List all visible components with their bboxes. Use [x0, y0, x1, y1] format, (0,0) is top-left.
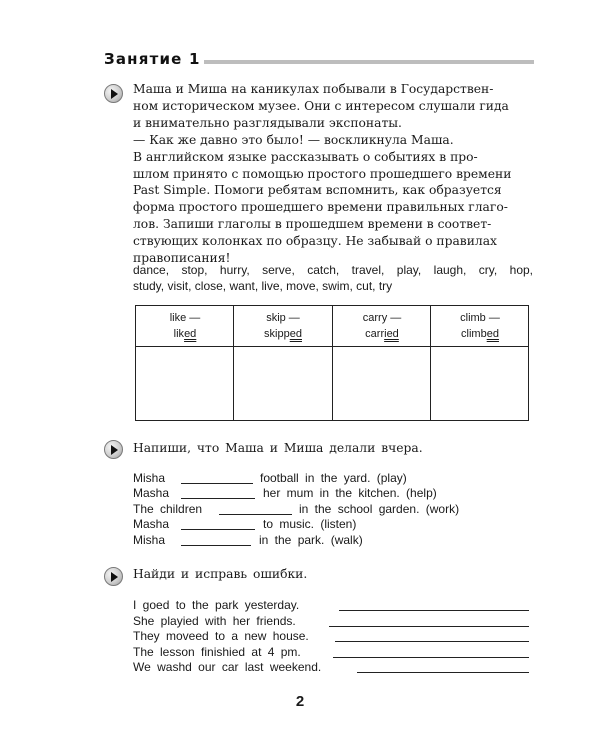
task1-line: Past Simple. Помоги ребятам вспомнить, как образуется: [133, 183, 502, 198]
past-form: skipped: [264, 328, 302, 340]
task1-line: лов. Запиши глаголы в прошедшем времени в соответ-: [133, 217, 492, 232]
sentence-rest: football in the yard. (play): [260, 471, 407, 485]
task1-line: форма простого прошедшего времени правильных глаго-: [133, 200, 508, 215]
task1-line: и внимательно разглядывали экспонаты.: [133, 115, 402, 130]
past-form: liked: [173, 328, 197, 340]
task3-sentences: [133, 598, 533, 676]
page-number: 2: [295, 693, 305, 710]
answer-blank[interactable]: [339, 610, 529, 611]
task1-line: ствующих колонках по образцу. Не забывай о правилах: [133, 234, 497, 249]
lesson-header: [104, 50, 534, 72]
table-header-carry: [333, 310, 431, 342]
past-form: climbed: [461, 328, 499, 340]
task1-line: — Как же давно это было! — воскликнула Маша.: [133, 132, 454, 147]
verb-list: [133, 262, 533, 294]
fill-in-row: [133, 471, 533, 486]
answer-blank[interactable]: [181, 529, 255, 530]
table-header-like: [136, 310, 234, 342]
fill-in-row: [133, 533, 533, 548]
answer-blank[interactable]: [181, 483, 253, 484]
table-header-skip: [234, 310, 332, 342]
subject: Masha: [133, 517, 170, 532]
task1-instructions: [133, 81, 533, 267]
incorrect-sentence: I goed to the park yesterday.: [133, 598, 300, 612]
answer-blank[interactable]: [329, 626, 529, 627]
subject: Masha: [133, 486, 170, 501]
task2-sentences: [133, 471, 533, 548]
task1-line: шлом принято с помощью простого прошедшего времени: [133, 166, 512, 181]
subject: Misha: [133, 471, 166, 485]
sentence-rest: in the school garden. (work): [299, 501, 460, 516]
task2-title: Напиши, что Маша и Миша делали вчера.: [133, 441, 423, 455]
incorrect-sentence: They moveed to a new house.: [133, 629, 309, 644]
base-verb: skip —: [266, 312, 300, 324]
task1-line: правописания!: [133, 251, 231, 266]
table-header-climb: [431, 310, 529, 342]
fill-in-row: [133, 517, 533, 532]
subject: The children: [133, 501, 203, 516]
correction-row: [133, 598, 533, 614]
task3-title: Найди и исправь ошибки.: [133, 567, 308, 581]
subject: Misha: [133, 532, 166, 547]
incorrect-sentence: The lesson finishied at 4 pm.: [133, 644, 301, 659]
verb-table: [135, 305, 529, 421]
header-rule: [204, 60, 534, 64]
incorrect-sentence: She playied with her friends.: [133, 613, 296, 628]
answer-blank[interactable]: [333, 657, 529, 658]
fill-in-row: [133, 486, 533, 501]
correction-row: [133, 614, 533, 630]
task1-line: Маша и Миша на каникулах побывали в Государствен-: [133, 82, 494, 96]
sentence-rest: to music. (listen): [263, 517, 357, 532]
lesson-title: Занятие 1: [104, 50, 201, 68]
correction-row: [133, 629, 533, 645]
answer-blank[interactable]: [219, 514, 292, 515]
past-form: carried: [365, 328, 399, 340]
task-bullet-icon: [104, 84, 123, 103]
base-verb: like —: [169, 312, 201, 324]
fill-in-row: [133, 502, 533, 517]
base-verb: carry —: [362, 312, 402, 324]
verb-list-line: dance, stop, hurry, serve, catch, travel, play, laugh, cry, hop,: [133, 263, 533, 277]
answer-blank[interactable]: [335, 641, 529, 642]
task1-line: ном историческом музее. Они с интересом слушали гида: [133, 98, 509, 113]
sentence-rest: in the park. (walk): [259, 532, 363, 547]
sentence-rest: her mum in the kitchen. (help): [263, 486, 437, 501]
task1-line: В английском языке рассказывать о событиях в про-: [133, 149, 478, 164]
answer-blank[interactable]: [357, 672, 529, 673]
verb-list-line: study, visit, close, want, live, move, swim, cut, try: [133, 279, 393, 293]
incorrect-sentence: We washd our car last weekend.: [133, 660, 322, 675]
base-verb: climb —: [460, 312, 500, 324]
correction-row: [133, 660, 533, 676]
task-bullet-icon: [104, 440, 123, 459]
task-bullet-icon: [104, 567, 123, 586]
answer-blank[interactable]: [181, 498, 255, 499]
correction-row: [133, 645, 533, 661]
answer-blank[interactable]: [181, 545, 251, 546]
